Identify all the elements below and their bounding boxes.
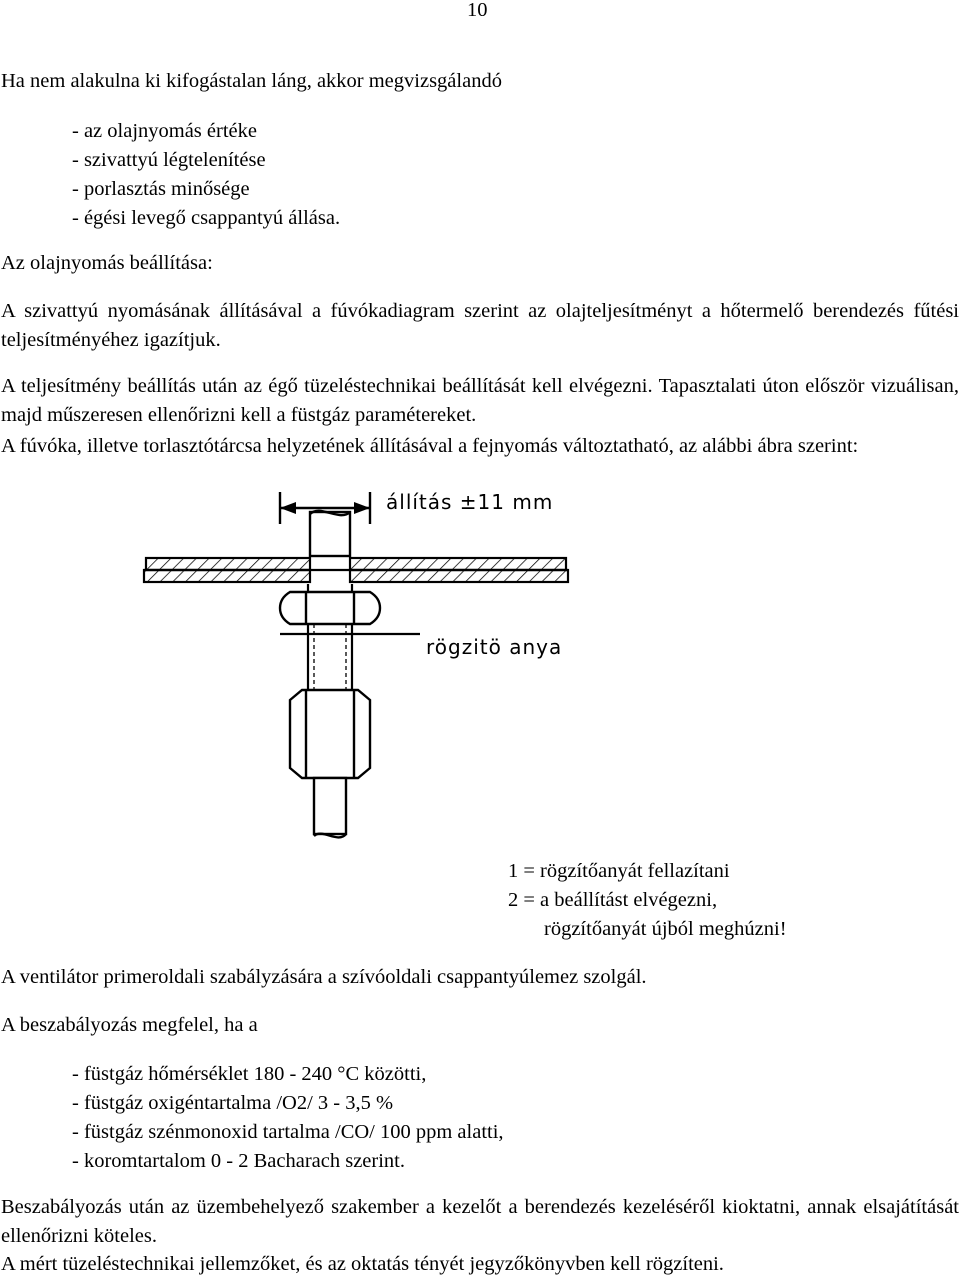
paragraph-pump: A szivattyú nyomásának állításával a fúvókadiagram szerint az olajteljesítményt a hőtermelő berendezés fűtési teljesítményéhez igazítjuk. (1, 300, 959, 351)
section-heading: Az olajnyomás beállítása: (1, 252, 213, 274)
arrow-right-icon (354, 502, 370, 514)
final-line: A mért tüzeléstechnikai jellemzőket, és az oktatás tényét jegyzőkönyvben kell rögzíteni. (1, 1253, 724, 1275)
adjustment-intro: A beszabályozás megfelel, ha a (1, 1014, 258, 1036)
list-item: - koromtartalom 0 - 2 Bacharach szerint. (72, 1150, 405, 1172)
list-item: - füstgáz oxigéntartalma /O2/ 3 - 3,5 % (72, 1092, 394, 1114)
paragraph-nozzle: A fúvóka, illetve torlasztótárcsa helyzetének állításával a fejnyomás változtatható, az alábbi ábra szerint: (1, 435, 859, 457)
intro-text: Ha nem alakulna ki kifogástalan láng, akkor megvizsgálandó (1, 70, 502, 92)
nozzle-nut (290, 690, 370, 778)
list-item: - égési levegő csappantyú állása. (72, 207, 341, 229)
list-item: - szivattyú légtelenítése (72, 149, 266, 171)
nozzle-adjustment-diagram (130, 484, 570, 864)
instruction-item: 1 = rögzítőanyát fellazítani (508, 860, 730, 882)
instruction-list (508, 857, 787, 944)
list-item: - füstgáz szénmonoxid tartalma /CO/ 100 ppm alatti, (72, 1121, 504, 1143)
paragraph-settings: A teljesítmény beállítás után az égő tüzeléstechnikai beállítását kell elvégezni. Tapasztalati úton először vizuálisan, majd műszeresen ellenőrizni kell a füstgáz paramétereket. (1, 375, 959, 426)
instruction-item: 2 = a beállítást elvégezni, (508, 889, 718, 911)
adjust-label: állítás ±11 mm (386, 490, 554, 514)
check-list (72, 117, 340, 233)
lock-nut (280, 592, 380, 624)
instruction-item: rögzítőanyát újból meghúzni! (544, 918, 787, 940)
nut-label: rögzitö anya (426, 635, 563, 659)
list-item: - az olajnyomás értéke (72, 120, 257, 142)
fan-paragraph: A ventilátor primeroldali szabályzására a szívóoldali csappantyúlemez szolgál. (1, 966, 647, 988)
lower-shaft (314, 778, 346, 837)
closing-paragraph: Beszabályozás után az üzembehelyező szakember a kezelőt a berendezés kezeléséről kioktatni, annak elsajátítását ellenőrizni köteles. (1, 1196, 959, 1247)
criteria-list (72, 1060, 504, 1176)
arrow-left-icon (280, 502, 296, 514)
upper-shaft (310, 511, 350, 556)
list-item: - porlasztás minősége (72, 178, 250, 200)
list-item: - füstgáz hőmérséklet 180 - 240 °C közötti, (72, 1063, 427, 1085)
mounting-plate (144, 558, 568, 582)
page-number: 10 (467, 0, 488, 21)
